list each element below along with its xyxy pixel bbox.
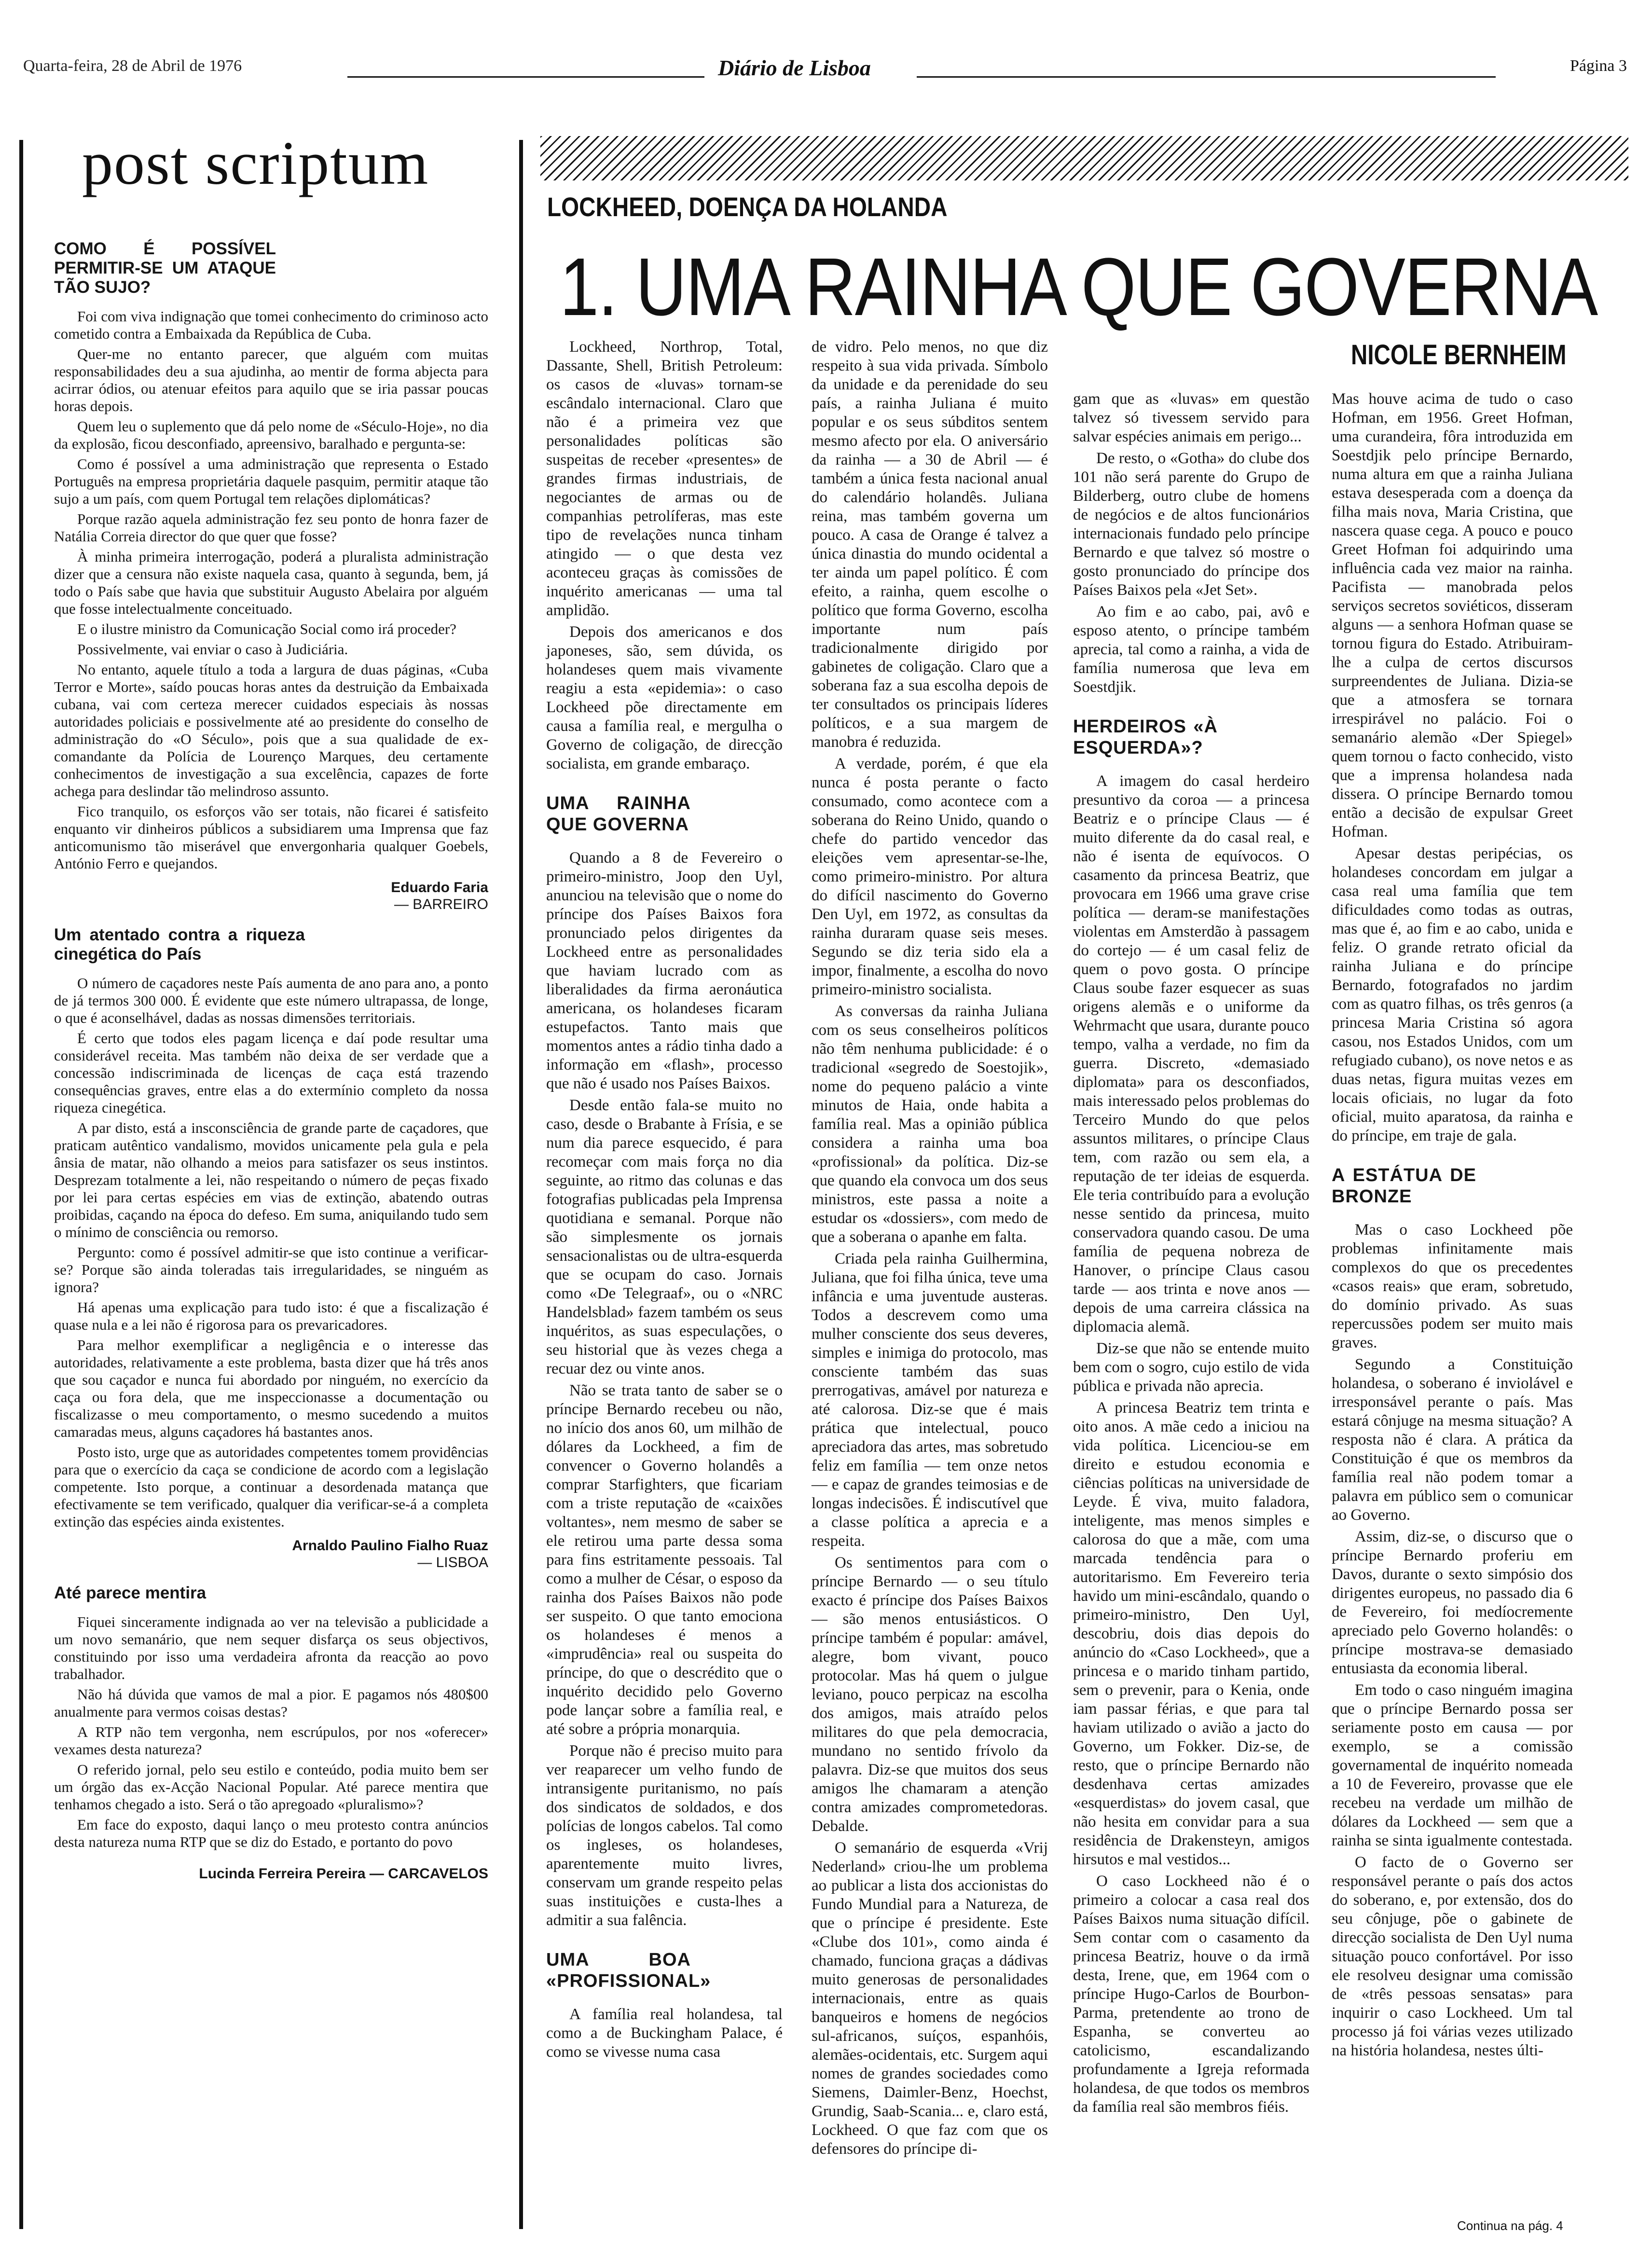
paragraph: Como é possível a uma administração que representa o Estado Português na empresa proprietária daquele pasquim, permitir ataque tão sujo a um país, com quem Portugal tem relações diplomáticas? [54,455,488,507]
paragraph: O facto de o Governo ser responsável perante o país dos actos do soberano, e, por extensão, dos do seu cônjuge, põe o gabinete de direcção socialista de Den Uyl numa situação pouco confortável. Por isso ele resolveu designar uma comissão de «três pessoas sensatas» para inquirir o caso Lockheed. Um tal processo já foi várias vezes utilizado na história holandesa, nestes últi- [1332,1854,1573,2059]
paragraph: A RTP não tem vergonha, nem escrúpulos, por nos «oferecer» vexames desta natureza? [54,1723,488,1758]
paragraph: Foi com viva indignação que tomei conhecimento do criminoso acto cometido contra a Embaixada da República de Cuba. [54,308,488,342]
letter1-place: — BARREIRO [394,896,488,912]
paragraph: Desde então fala-se muito no caso, desde o Brabante à Frísia, e se num dia parece esquecido, é para recomeçar com mais força no dia seguinte, ao ritmo das colunas e das fotografias publicadas pela Imprensa quotidiana e semanal. Porque não são simplesmente os jornais sensacionalistas ou de ultra-esquerda que se ocupam do caso. Jornais como «De Telegraaf», ou o «NRC Handelsblad» fazem também os seus inquéritos, as suas especulações, o seu historial que às vezes chega a recuar dez ou vinte anos. [546,1097,783,1377]
article-author: NICOLE BERNHEIM [1351,339,1567,371]
paragraph: Assim, diz-se, o discurso que o príncipe Bernardo proferiu em Davos, durante o sexto simpósio dos dirigentes europeus, no passado dia 6 de Fevereiro, foi medíocremente apreciado pelo Governo holandês: o príncipe mostrava-se demasiado entusiasta da economia liberal. [1332,1528,1573,1677]
postscriptum-column [54,228,488,1883]
subheading-2: UMA BOA «PROFISSIONAL» [546,1950,711,1991]
continued-note: Continua na pág. 4 [1457,2218,1563,2233]
article-column-4 [1332,390,1573,2063]
paragraph: Depois dos americanos e dos japoneses, são, sem dúvida, os holandeses quem mais vivamente reagiu a esta «epidemia»: o caso Lockheed põe directamente em causa a família real, e mergulha o Governo de coligação, de direcção socialista, em grande embaraço. [546,623,783,772]
article-column-1 [546,338,783,2065]
paragraph: Há apenas uma explicação para tudo isto: é que a fiscalização é quase nula e a lei não é rigorosa para os prevaricadores. [54,1299,488,1333]
header-rule-right [917,76,1496,78]
paragraph: Apesar destas peripécias, os holandeses concordam em julgar a casa real uma família que tem dificuldades como todas as outras, mas que é, ao fim e ao cabo, unida e feliz. O grande retrato oficial da rainha Juliana e do príncipe Bernardo, fotografados no jardim com as quatro filhas, os três genros (a princesa Maria Cristina só agora casou, nos Estados Unidos, com um refugiado cubano), os nove netos e as duas netas, figura muitas vezes em locais oficiais, no lugar da foto oficial, muito aparatosa, da rainha e do príncipe, em traje de gala. [1332,845,1573,1144]
paragraph: Mas o caso Lockheed põe problemas infinitamente mais complexos do que os precedentes «casos reais» que eram, sobretudo, do domínio privado. As suas repercussões podem ser muito mais graves. [1332,1221,1573,1351]
paragraph: A verdade, porém, é que ela nunca é posta perante o facto consumado, como acontece com a soberana do Reino Unido, quando o chefe do partido vencedor das eleições vem apresentar-se-lhe, como primeiro-ministro. Por altura do difícil nascimento do Governo Den Uyl, em 1972, as consultas da rainha duraram quase seis meses. Segundo se diz teria sido ela a impor, finalmente, a escolha do novo primeiro-ministro socialista. [812,755,1048,998]
paragraph: Mas houve acima de tudo o caso Hofman, em 1956. Greet Hofman, uma curandeira, fôra introduzida em Soestdjik pelo príncipe Bernardo, numa altura em que a rainha Juliana estava desesperada com a doença da filha mais nova, Maria Cristina, que nascera quase cega. A pouco e pouco Greet Hofman foi adquirindo uma influência cada vez maior na rainha. Pacifista — manobrada pelos serviços secretos soviéticos, disseram alguns — a senhora Hofman quase se tornou figura do Estado. Atribuiram-lhe a culpa de certos discursos surpreendentes de Juliana. Dizia-se que a atmosfera se tornara irrespirável no palácio. Foi o semanário alemão «Der Spiegel» quem tornou o facto conhecido, visto que a imprensa holandesa nada dissera. O príncipe Bernardo tomou então a decisão de expulsar Greet Hofman. [1332,390,1573,840]
article-column-2 [812,338,1048,2162]
paragraph: O semanário de esquerda «Vrij Nederland» criou-lhe um problema ao publicar a lista dos accionistas do Fundo Mundial para a Natureza, de que o príncipe é presidente. Este «Clube dos 101», como ainda é chamado, funciona graças a dádivas muito generosas de personalidades internacionais, entre as quais banqueiros e homens de negócios sul-africanos, suíços, espanhóis, alemães-ocidentais, etc. Surgem aqui nomes de grandes sociedades como Siemens, Daimler-Benz, Hoechst, Grundig, Saab-Scania... e, claro está, Lockheed. O que faz com que os defensores do príncipe di- [812,1839,1048,2158]
paragraph: Diz-se que não se entende muito bem com o sogro, cujo estilo de vida pública e privada não aprecia. [1073,1340,1309,1395]
paragraph: No entanto, aquele título a toda a largura de duas páginas, «Cuba Terror e Morte», saído poucas horas antes da destruição da Embaixada cubana, vai com certeza merecer cuidados especiais às nossas autoridades policiais e possivelmente até ao presidente do conselho de administração do «O Século», pois que a sua qualidade de ex-comandante da Polícia de Lourenço Marques, deu certamente conhecimentos de investigação a sua excelência, capazes de forte achega para deslindar tão melindroso assunto. [54,661,488,799]
subheading-3: HERDEIROS «À ESQUERDA»? [1073,716,1218,758]
header-date: Quarta-feira, 28 de Abril de 1976 [23,57,242,75]
ps-right-rule [519,140,523,2229]
paragraph: Não há dúvida que vamos de mal a pior. E pagamos nós 480$00 anualmente para vermos coisas destas? [54,1686,488,1720]
paragraph: Não se trata tanto de saber se o príncipe Bernardo recebeu ou não, no início dos anos 60, um milhão de dólares da Lockheed, a fim de convencer o Governo holandês a comprar Starfighters, que ficariam com a triste reputação de «caixões voltantes», nem mesmo de saber se ele retirou uma parte dessa soma para fins estritamente pessoais. Tal como a mulher de César, o esposo da rainha dos Países Baixos não pode ser suspeito. O que tanto emociona os holandeses é menos a «imprudência» real ou suspeita do príncipe, do que o descrédito que o inquérito decidido pelo Governo pode lançar sobre a família real, e até sobre a própria monarquia. [546,1382,783,1738]
paragraph: Possivelmente, vai enviar o caso à Judiciária. [77,641,348,658]
paragraph: Posto isto, urge que as autoridades competentes tomem providências para que o exercício da caça se condicione de acordo com a legislação competente. Isto porque, a continuar a desordenada matança que efectivamente se tem verificado, qualquer dia verificar-se-á a completa extinção das espécies ainda existentes. [54,1444,488,1530]
article-column-3 [1073,390,1309,2120]
paragraph: Quer-me no entanto parecer, que alguém com muitas responsabilidades deu a sua ajudinha, ao mentir de forma abjecta para acirrar ódios, ou atenuar efeitos para aquilo que se iria passar poucas horas depois. [54,345,488,414]
page-number: Página 3 [1569,57,1627,75]
paragraph: Lockheed, Northrop, Total, Dassante, Shell, British Petroleum: os casos de «luvas» tornam-se escândalo internacional. Claro que não é a primeira vez que personalidades políticas são suspeitas de receber «presentes» de grandes firmas industriais, de negociantes de armas ou de companhias petrolíferas, mas este tipo de revelações nunca tinham atingido — o que desta vez aconteceu graças às comissões de inquérito americanas — uma tal amplidão. [546,338,783,619]
paragraph: A par disto, está a insconsciência de grande parte de caçadores, que praticam autêntico vandalismo, movidos unicamente pela gula e pela ânsia de matar, não olhando a meios para satisfazer os seus instintos. Desprezam totalmente a lei, não respeitando o número de peças fixado por lei para certas espécies em vias de extinção, abatendo outras proibidas, caçando na época do defeso. Em suma, aniquilando tudo sem o mínimo de consciência ou remorso. [54,1119,488,1240]
paragraph: Segundo a Constituição holandesa, o soberano é inviolável e irresponsável perante o país. Mas estará cônjuge na mesma situação? A resposta não é clara. A prática da Constituição é que os membros da família real não podem tomar a palavra em público sem o comunicar ao Governo. [1332,1356,1573,1524]
paragraph: Em face do exposto, daqui lanço o meu protesto contra anúncios desta natureza numa RTP que se diz do Estado, e portanto do povo [54,1816,488,1850]
paragraph: Fico tranquilo, os esforços vão ser totais, não ficarei é satisfeito enquanto vir dinheiros públicos a subsidiarem uma Imprensa que faz anticomunismo tão miserável que envergonharia qualquer Goebels, António Ferro e quejandos. [54,803,488,872]
subheading-1: UMA RAINHA QUE GOVERNA [546,793,691,835]
paragraph: O número de caçadores neste País aumenta de ano para ano, a ponto de já termos 300 000. É evidente que este número ultrapassa, de longe, o que é aconselhável, dadas as nossas dimensões territoriais. [54,975,488,1026]
paragraph: gam que as «luvas» em questão talvez só tivessem servido para salvar espécies animais em perigo... [1073,390,1309,445]
ps-left-rule [19,140,23,2229]
paragraph: Porque não é preciso muito para ver reaparecer um velho fundo de intransigente puritanismo, no país dos sindicatos de soldados, e dos polícias de longos cabelos. Tal como os ingleses, os holandeses, aparentemente muito livres, conservam um grande respeito pelas suas instituições e custa-lhes a admitir a sua falência. [546,1742,783,1929]
paragraph: Criada pela rainha Guilhermina, Juliana, que foi filha única, teve uma infância e uma juventude austeras. Todos a descrevem como uma mulher consciente dos seus deveres, simples e inimiga do protocolo, mas consciente também das suas prerrogativas, amável por natureza e até calorosa. Diz-se que é mais prática que intelectual, pouco apreciadora das artes, mas sobretudo feliz em família — tem onze netos — e capaz de grandes teimosias e de longas indecisões. É indiscutível que a classe política a aprecia e a respeita. [812,1250,1048,1550]
paragraph: À minha primeira interrogação, poderá a pluralista administração dizer que a censura não existe naquela casa, quanto à segunda, bem, já todo o País sabe que havia que substituir Augusto Abelaira por alguém que fosse intelectualmente conceituado. [54,548,488,617]
subheading-4: A ESTÁTUA DE BRONZE [1332,1165,1476,1207]
paragraph: Ao fim e ao cabo, pai, avô e esposo atento, o príncipe também aprecia, tal como a rainha, a vida de família numerosa que leva em Soestdjik. [1073,603,1309,696]
paragraph: A princesa Beatriz tem trinta e oito anos. A mãe cedo a iniciou na vida política. Licenciou-se em direito e estudou economia e ciências políticas na universidade de Leyde. É viva, muito faladora, inteligente, mas menos simples e calorosa do que a mãe, com uma marcada tendência para o autoritarismo. Em Fevereiro teria havido um mini-escândalo, quando o primeiro-ministro, Den Uyl, descobriu, dois dias depois do anúncio do «Caso Lockheed», que a princesa e o marido tinham partido, sem o prevenir, para o Kenia, onde iam passar férias, e que para tal haviam utilizado o avião a jacto do Governo, um Fokker. Diz-se, de resto, que o príncipe Bernardo não desdenhava certas amizades «esquerdistas» do jovem casal, que não hesita em convidar para a sua residência de Drakensteyn, amigos hirsutos e mal vestidos... [1073,1399,1309,1868]
paragraph: Pergunto: como é possível admitir-se que isto continue a verificar-se? Porque são ainda toleradas tais irregularidades, se ninguém as ignora? [54,1244,488,1295]
paragraph: Quando a 8 de Fevereiro o primeiro-ministro, Joop den Uyl, anunciou na televisão que o nome do príncipe dos Países Baixos fora pronunciado pelos dirigentes da Lockheed entre as personalidades que haviam lucrado com as liberalidades da firma aeronáutica americana, os holandeses ficaram estupefactos. Tanto mais que momentos antes a rádio tinha dado a informação em «flash», processo que não é usado nos Países Baixos. [546,849,783,1092]
letter2-heading: Um atentado contra a riqueza cinegética do País [54,925,305,964]
article-kicker: LOCKHEED, DOENÇA DA HOLANDA [547,192,948,222]
paragraph: Os sentimentos para com o príncipe Bernardo — o seu título exacto é príncipe dos Países Baixos — são menos entusiásticos. O príncipe também é popular: amável, alegre, bom vivant, pouco protocolar. Mas há quem o julgue leviano, pouco perpicaz na escolha dos amigos, mais atraído pelos militares do que pela democracia, mundano no sentido frívolo da palavra. Diz-se que muitos dos seus amigos lhe chamaram a atenção contra amizades comprometedoras. Debalde. [812,1554,1048,1835]
paragraph: A imagem do casal herdeiro presuntivo da coroa — a princesa Beatriz e o príncipe Claus — é muito diferente da do casal real, e não é isenta de equívocos. O casamento da princesa Beatriz, que provocara em 1966 uma grave crise política — deram-se manifestações violentas em Amsterdão à passagem do cortejo — é um casal feliz de quem o povo gosta. O príncipe Claus soube fazer esquecer as suas origens alemãs e o uniforme da Wehrmacht que usara, durante pouco tempo, valha a verdade, no fim da guerra. Discreto, «demasiado diplomata» para os desconfiados, mais interessado pelos problemas do Terceiro Mundo do que pelos assuntos militares, o príncipe Claus tem, com razão ou sem ela, a reputação de ter ideias de esquerda. Ele teria contribuído para a evolução nesse sentido da princesa, muito conservadora quando casou. De uma família de pequena nobreza de Hanover, o príncipe Claus casou tarde — aos trinta e nove anos — depois de uma carreira clássica na diplomacia alemã. [1073,772,1309,1336]
paragraph: A família real holandesa, tal como a de Buckingham Palace, é como se vivesse numa casa [546,2006,783,2061]
hatched-banner [540,136,1628,180]
header-rule-left [347,76,704,78]
paragraph: Em todo o caso ninguém imagina que o príncipe Bernardo possa ser seriamente posto em causa — por exemplo, se a comissão governamental de inquérito nomeada a 10 de Fevereiro, provasse que ele recebeu na verdade um milhão de dólares da Lockheed — sem que a rainha se sinta igualmente contestada. [1332,1681,1573,1849]
paragraph: Quem leu o suplemento que dá pelo nome de «Século-Hoje», no dia da explosão, ficou desconfiado, apreensivo, baralhado e pergunta-se: [54,418,488,452]
letter1-heading: COMO É POSSÍVEL PERMITIR-SE UM ATAQUE TÃO SUJO? [54,239,276,297]
paragraph: Fiquei sinceramente indignada ao ver na televisão a publicidade a um novo semanário, que nem sequer disfarça os seus objectivos, constituindo por isso uma verdadeira afronta da reacção ao povo trabalhador. [54,1613,488,1682]
article-headline: 1. UMA RAINHA QUE GOVERNA [560,241,1597,333]
paragraph: O caso Lockheed não é o primeiro a colocar a casa real dos Países Baixos numa situação difícil. Sem contar com o casamento da princesa Beatriz, houve o da irmã desta, Irene, que, em 1964 com o príncipe Hugo-Carlos de Bourbon-Parma, pretendente ao trono de Espanha, se converteu ao catolicismo, escandalizando profundamente a Igreja reformada holandesa, de que todos os membros da família real são membros fiéis. [1073,1872,1309,2116]
letter1-author: Eduardo Faria [391,880,488,895]
paragraph: De resto, o «Gotha» do clube dos 101 não será parente do Grupo de Bilderberg, outro clube de homens de negócios e de altos funcionários internacionais fundado pelo príncipe Bernardo e que talvez só mostre o gosto pronunciado do príncipe dos Países Baixos pela «Jet Set». [1073,450,1309,599]
letter2-author: Arnaldo Paulino Fialho Ruaz [292,1538,488,1554]
paragraph: As conversas da rainha Juliana com os seus conselheiros políticos não têm nenhuma publicidade: é o tradicional «segredo de Soestojik», nome do pequeno palácio a vinte minutos de Haia, onde habita a família real. Mas a opinião pública considera a rainha uma boa «profissional» da política. Diz-se que quando ela convoca um dos seus ministros, este passa a noite a estudar os «dossiers», com medo de que a soberana o apanhe em falta. [812,1003,1048,1246]
letter3-heading: Até parece mentira [54,1583,206,1602]
letter2-place: — LISBOA [417,1555,488,1570]
paragraph: Porque razão aquela administração fez seu ponto de honra fazer de Natália Correia director do que quer que fosse? [54,510,488,545]
masthead: Diário de Lisboa [718,55,871,80]
postscriptum-title: post scriptum [82,129,429,197]
paragraph: É certo que todos eles pagam licença e daí pode resultar uma considerável receita. Mas também não deixa de ser verdade que a concessão indiscriminada de licenças de caça está trazendo consequências graves, entre elas a do extermínio completo da nossa riqueza cinegética. [54,1030,488,1116]
paragraph: Para melhor exemplificar a negligência e o interesse das autoridades, relativamente a este problema, basta dizer que há três anos que sou caçador e nunca fui abordado por ninguém, no exercício da caça ou fora dela, que me inspeccionasse a documentação ou fiscalizasse o meu comportamento, o mesmo sucedendo a muitos camaradas meus, alguns caçadores há bastantes anos. [54,1336,488,1440]
paragraph: de vidro. Pelo menos, no que diz respeito à sua vida privada. Símbolo da unidade e da perenidade do seu país, a rainha Juliana é muito popular e os seus súbditos sentem mesmo afecto por ela. O aniversário da rainha — a 30 de Abril — é também a única festa nacional anual do calendário holandês. Juliana reina, mas também governa um pouco. A casa de Orange é talvez a única dinastia do mundo ocidental a ter ainda um papel político. É com efeito, a rainha, quem escolhe o político que forma Governo, escolha importante num país tradicionalmente dirigido por gabinetes de coligação. Claro que a soberana faz a sua escolha depois de ter consultados os principais líderes políticos, e a sua margem de manobra é reduzida. [812,338,1048,751]
letter3-signature: Lucinda Ferreira Pereira — CARCAVELOS [199,1866,488,1882]
paragraph: O referido jornal, pelo seu estilo e conteúdo, podia muito bem ser um órgão das ex-Acção Nacional Popular. Até parece mentira que tenhamos chegado a isto. Será o tão apregoado «pluralismo»? [54,1761,488,1813]
paragraph: E o ilustre ministro da Comunicação Social como irá proceder? [77,620,456,637]
